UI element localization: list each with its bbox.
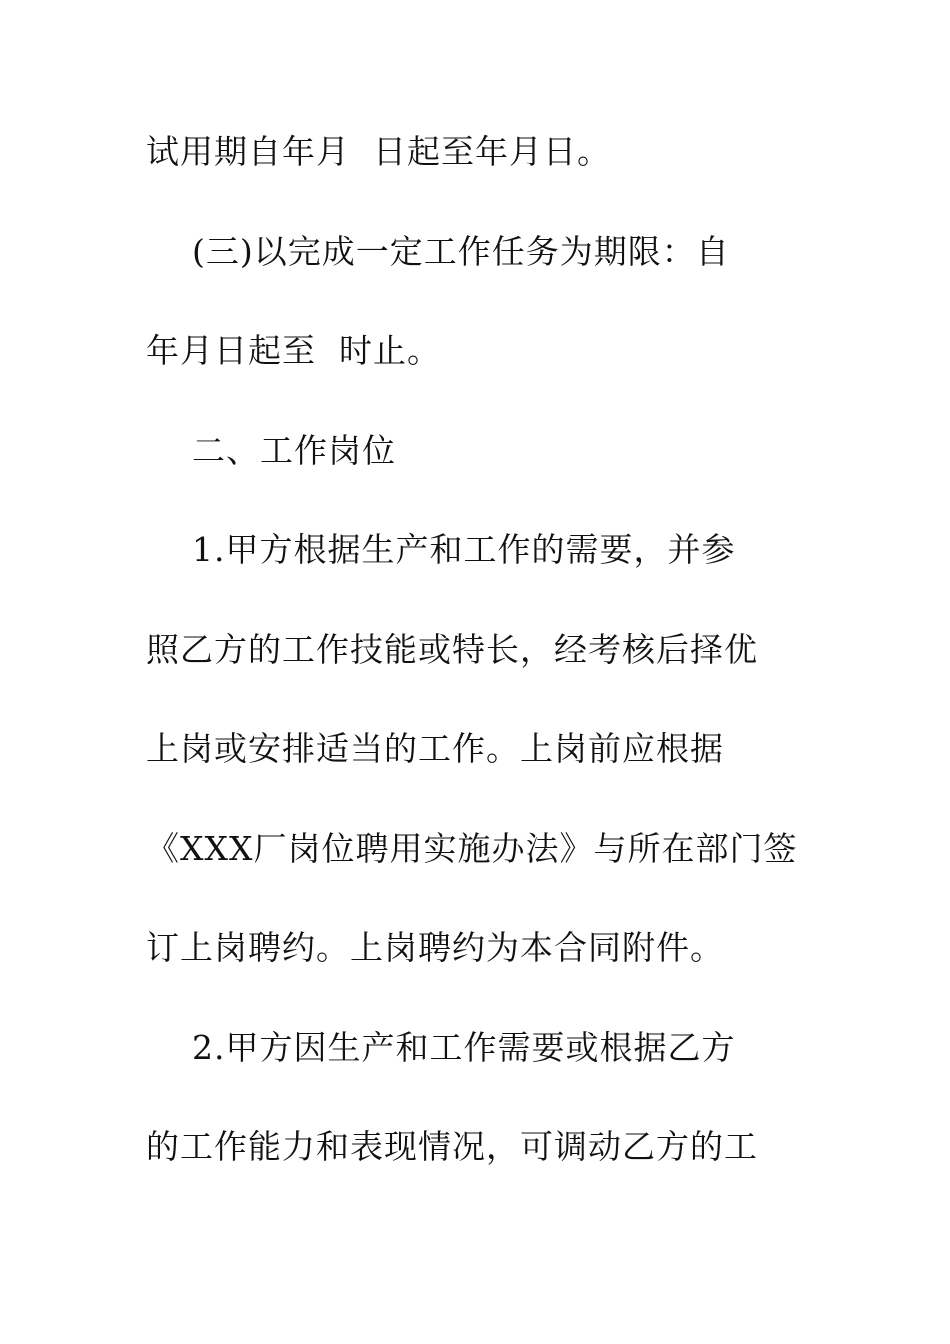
text-line: 照乙方的工作技能或特长，经考核后择优 bbox=[146, 630, 758, 669]
text-line: 试用期自年月 日起至年月日。 bbox=[146, 132, 611, 171]
text-line: 《XXX厂岗位聘用实施办法》与所在部门签 bbox=[146, 829, 798, 868]
text-line: 年月日起至 时止。 bbox=[146, 331, 441, 370]
text-line: 2.甲方因生产和工作需要或根据乙方 bbox=[146, 1028, 736, 1067]
text-line: 订上岗聘约。上岗聘约为本合同附件。 bbox=[146, 928, 724, 967]
text-line: (三)以完成一定工作任务为期限：自 bbox=[146, 232, 730, 271]
text-line: 1.甲方根据生产和工作的需要，并参 bbox=[146, 530, 736, 569]
text-line: 上岗或安排适当的工作。上岗前应根据 bbox=[146, 729, 724, 768]
section-heading: 二、工作岗位 bbox=[146, 431, 396, 470]
text-line: 的工作能力和表现情况，可调动乙方的工 bbox=[146, 1127, 758, 1166]
